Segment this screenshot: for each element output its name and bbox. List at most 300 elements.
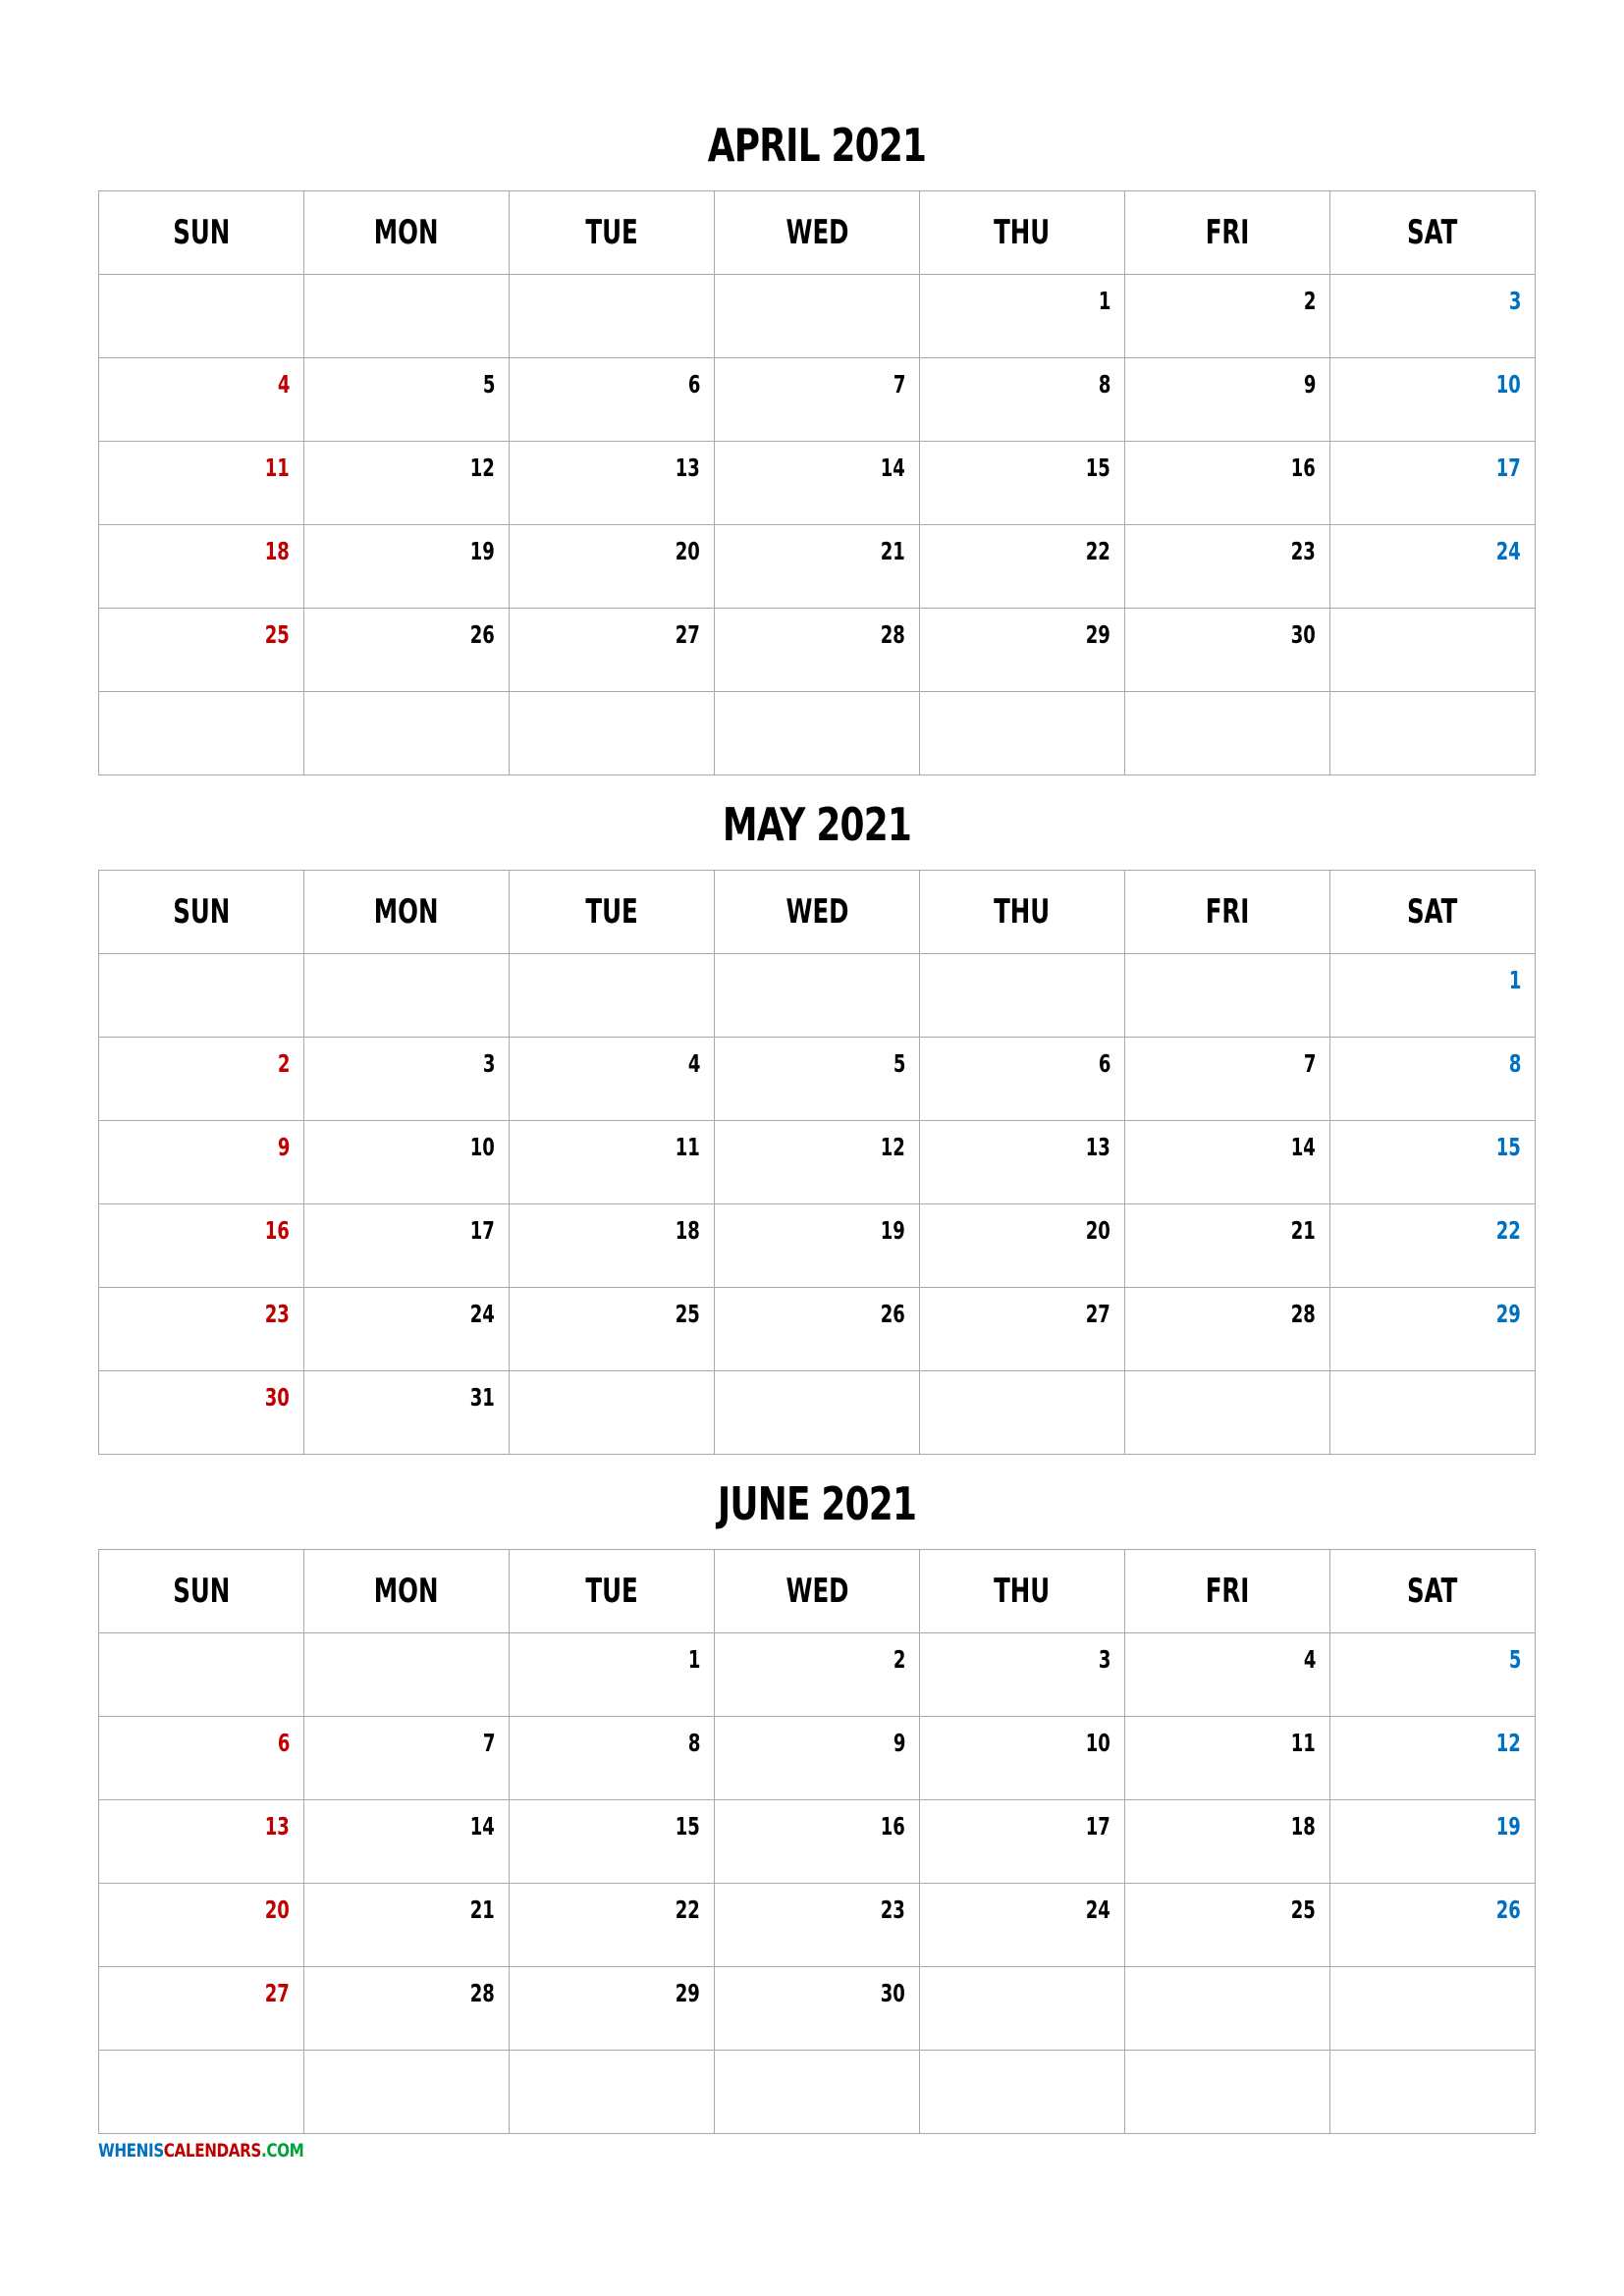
day-cell bbox=[1125, 2051, 1330, 2134]
day-number-text: 4 bbox=[1303, 1645, 1316, 1674]
day-number bbox=[99, 275, 303, 315]
day-number bbox=[715, 1884, 919, 1924]
day-cell[interactable] bbox=[1330, 1038, 1536, 1121]
day-cell bbox=[715, 954, 920, 1038]
day-cell[interactable] bbox=[1125, 1717, 1330, 1800]
day-cell[interactable] bbox=[920, 1121, 1125, 1204]
day-number-text: 28 bbox=[1290, 1300, 1316, 1328]
day-number bbox=[920, 2051, 1124, 2091]
day-cell[interactable] bbox=[99, 1884, 304, 1967]
day-number bbox=[1330, 609, 1535, 649]
day-cell[interactable] bbox=[99, 358, 304, 442]
day-cell[interactable] bbox=[1330, 525, 1536, 609]
day-number bbox=[304, 1288, 509, 1328]
day-cell[interactable] bbox=[715, 1038, 920, 1121]
day-cell[interactable] bbox=[304, 1884, 510, 1967]
day-number bbox=[304, 442, 509, 482]
day-cell[interactable] bbox=[99, 1288, 304, 1371]
weekday-header-mon bbox=[304, 1550, 510, 1633]
weekday-header-tue bbox=[510, 871, 715, 954]
day-number-text: 1 bbox=[687, 1645, 700, 1674]
day-number bbox=[920, 1717, 1124, 1757]
week-row bbox=[99, 954, 1536, 1038]
weekday-label: FRI bbox=[1205, 1572, 1250, 1611]
day-number bbox=[1125, 525, 1329, 565]
weekday-header-tue bbox=[510, 1550, 715, 1633]
day-cell[interactable] bbox=[99, 1204, 304, 1288]
day-cell[interactable] bbox=[1330, 1204, 1536, 1288]
day-cell[interactable] bbox=[304, 358, 510, 442]
day-number bbox=[1330, 1121, 1535, 1161]
weekday-label: SAT bbox=[1407, 1572, 1458, 1611]
day-cell[interactable] bbox=[99, 1800, 304, 1884]
day-cell[interactable] bbox=[1330, 1717, 1536, 1800]
day-cell[interactable] bbox=[510, 1204, 715, 1288]
day-cell[interactable] bbox=[1330, 1884, 1536, 1967]
weekday-label: SUN bbox=[172, 213, 231, 252]
day-number bbox=[99, 692, 303, 732]
day-cell[interactable] bbox=[715, 1633, 920, 1717]
day-cell bbox=[1125, 954, 1330, 1038]
day-number-text: 29 bbox=[1495, 1300, 1521, 1328]
day-number bbox=[1330, 954, 1535, 994]
week-row bbox=[99, 1800, 1536, 1884]
weekday-header-wed bbox=[715, 1550, 920, 1633]
logo-part-com: .COM bbox=[260, 2140, 304, 2162]
day-number bbox=[99, 1800, 303, 1841]
day-number-text: 27 bbox=[675, 620, 700, 649]
weekday-header-sat bbox=[1330, 191, 1536, 275]
day-cell[interactable] bbox=[1125, 525, 1330, 609]
weekday-label: MON bbox=[374, 892, 439, 932]
day-number-text: 9 bbox=[277, 1133, 290, 1161]
day-number-text: 3 bbox=[1098, 1645, 1110, 1674]
day-number bbox=[304, 1717, 509, 1757]
day-cell bbox=[715, 275, 920, 358]
day-number-text: 16 bbox=[880, 1812, 905, 1841]
weekday-header-thu bbox=[920, 871, 1125, 954]
day-cell bbox=[510, 954, 715, 1038]
week-row bbox=[99, 1288, 1536, 1371]
day-number bbox=[99, 358, 303, 399]
day-cell[interactable] bbox=[99, 609, 304, 692]
day-cell[interactable] bbox=[920, 358, 1125, 442]
month-grid bbox=[98, 870, 1536, 1455]
day-cell[interactable] bbox=[510, 1288, 715, 1371]
day-cell[interactable] bbox=[715, 1288, 920, 1371]
day-number bbox=[920, 1967, 1124, 2007]
day-cell[interactable] bbox=[715, 442, 920, 525]
day-number bbox=[715, 525, 919, 565]
day-cell bbox=[510, 692, 715, 775]
day-cell[interactable] bbox=[715, 609, 920, 692]
day-cell[interactable] bbox=[304, 1800, 510, 1884]
day-number-text: 2 bbox=[893, 1645, 905, 1674]
day-number bbox=[1330, 1204, 1535, 1245]
day-cell[interactable] bbox=[510, 1884, 715, 1967]
day-cell[interactable] bbox=[99, 1121, 304, 1204]
day-cell[interactable] bbox=[920, 442, 1125, 525]
day-number bbox=[1125, 275, 1329, 315]
day-number-text: 7 bbox=[893, 370, 905, 399]
day-number-text: 26 bbox=[1495, 1896, 1521, 1924]
weekday-header-row bbox=[99, 191, 1536, 275]
day-cell[interactable] bbox=[715, 1800, 920, 1884]
day-number bbox=[304, 358, 509, 399]
day-cell bbox=[920, 1371, 1125, 1455]
day-cell[interactable] bbox=[304, 1288, 510, 1371]
day-cell[interactable] bbox=[1330, 275, 1536, 358]
weekday-label: THU bbox=[994, 213, 1051, 252]
day-number bbox=[510, 1121, 714, 1161]
day-number-text: 24 bbox=[469, 1300, 495, 1328]
day-number bbox=[99, 954, 303, 994]
day-number bbox=[920, 609, 1124, 649]
day-number-text: 2 bbox=[277, 1049, 290, 1078]
day-number bbox=[99, 525, 303, 565]
day-number bbox=[715, 1633, 919, 1674]
day-cell[interactable] bbox=[1330, 358, 1536, 442]
day-number-text: 17 bbox=[1085, 1812, 1110, 1841]
day-cell bbox=[304, 954, 510, 1038]
day-cell[interactable] bbox=[510, 1038, 715, 1121]
day-number-text: 11 bbox=[1290, 1729, 1316, 1757]
week-row bbox=[99, 2051, 1536, 2134]
day-number-text: 27 bbox=[264, 1979, 290, 2007]
day-cell[interactable] bbox=[920, 525, 1125, 609]
day-number-text: 7 bbox=[482, 1729, 495, 1757]
weekday-label: WED bbox=[785, 892, 849, 932]
day-number bbox=[510, 1884, 714, 1924]
day-number bbox=[920, 954, 1124, 994]
weekday-header-sat bbox=[1330, 871, 1536, 954]
day-number bbox=[1330, 525, 1535, 565]
day-number bbox=[99, 1288, 303, 1328]
day-number-text: 29 bbox=[1085, 620, 1110, 649]
day-number-text: 15 bbox=[675, 1812, 700, 1841]
day-cell[interactable] bbox=[1330, 442, 1536, 525]
day-number-text: 25 bbox=[264, 620, 290, 649]
day-number bbox=[920, 1633, 1124, 1674]
day-number bbox=[715, 275, 919, 315]
weekday-label: TUE bbox=[585, 1572, 638, 1611]
day-cell[interactable] bbox=[510, 358, 715, 442]
day-cell[interactable] bbox=[920, 1717, 1125, 1800]
day-cell[interactable] bbox=[1330, 1121, 1536, 1204]
day-number-text: 27 bbox=[1085, 1300, 1110, 1328]
day-cell[interactable] bbox=[304, 1121, 510, 1204]
day-number bbox=[510, 2051, 714, 2091]
day-cell[interactable] bbox=[99, 1038, 304, 1121]
day-number-text: 26 bbox=[880, 1300, 905, 1328]
day-number-text: 23 bbox=[880, 1896, 905, 1924]
day-number bbox=[920, 1884, 1124, 1924]
week-row bbox=[99, 1717, 1536, 1800]
day-number bbox=[510, 358, 714, 399]
day-number bbox=[99, 1884, 303, 1924]
day-number-text: 19 bbox=[1495, 1812, 1521, 1841]
day-number bbox=[510, 692, 714, 732]
day-number bbox=[920, 1371, 1124, 1412]
day-cell[interactable] bbox=[715, 358, 920, 442]
day-cell[interactable] bbox=[715, 525, 920, 609]
day-cell[interactable] bbox=[920, 1884, 1125, 1967]
day-number-text: 14 bbox=[469, 1812, 495, 1841]
day-cell[interactable] bbox=[1125, 1204, 1330, 1288]
day-number bbox=[1330, 358, 1535, 399]
day-cell[interactable] bbox=[510, 1800, 715, 1884]
day-number bbox=[1125, 954, 1329, 994]
day-cell[interactable] bbox=[304, 525, 510, 609]
day-cell bbox=[920, 692, 1125, 775]
day-number bbox=[510, 442, 714, 482]
day-number bbox=[99, 1717, 303, 1757]
weekday-label: WED bbox=[785, 1572, 849, 1611]
day-number bbox=[304, 1800, 509, 1841]
day-cell[interactable] bbox=[920, 1288, 1125, 1371]
day-number-text: 25 bbox=[1290, 1896, 1316, 1924]
day-cell[interactable] bbox=[510, 609, 715, 692]
day-cell[interactable] bbox=[920, 275, 1125, 358]
day-cell[interactable] bbox=[1125, 1038, 1330, 1121]
day-cell[interactable] bbox=[920, 609, 1125, 692]
day-cell bbox=[715, 1371, 920, 1455]
day-number bbox=[304, 1967, 509, 2007]
day-cell bbox=[715, 692, 920, 775]
day-number bbox=[920, 442, 1124, 482]
day-number bbox=[510, 1288, 714, 1328]
weekday-header-thu bbox=[920, 1550, 1125, 1633]
day-cell bbox=[304, 275, 510, 358]
day-number-text: 19 bbox=[469, 537, 495, 565]
logo-part-whenis: WHENIS bbox=[98, 2140, 164, 2162]
day-number bbox=[304, 275, 509, 315]
day-number-text: 20 bbox=[675, 537, 700, 565]
day-number-text: 9 bbox=[893, 1729, 905, 1757]
day-number bbox=[920, 1204, 1124, 1245]
day-number bbox=[715, 1371, 919, 1412]
day-number bbox=[1125, 1800, 1329, 1841]
day-number bbox=[1125, 1204, 1329, 1245]
day-number bbox=[920, 692, 1124, 732]
day-cell[interactable] bbox=[510, 1633, 715, 1717]
day-cell[interactable] bbox=[99, 442, 304, 525]
day-number-text: 6 bbox=[277, 1729, 290, 1757]
day-cell[interactable] bbox=[99, 1967, 304, 2051]
weekday-header-thu bbox=[920, 191, 1125, 275]
day-cell[interactable] bbox=[1125, 1288, 1330, 1371]
day-number bbox=[715, 954, 919, 994]
day-number bbox=[510, 609, 714, 649]
day-number bbox=[99, 1967, 303, 2007]
day-cell[interactable] bbox=[920, 1038, 1125, 1121]
day-cell[interactable] bbox=[1330, 1633, 1536, 1717]
day-number-text: 13 bbox=[1085, 1133, 1110, 1161]
day-number bbox=[510, 1204, 714, 1245]
day-number-text: 30 bbox=[264, 1383, 290, 1412]
weekday-label: WED bbox=[785, 213, 849, 252]
day-cell[interactable] bbox=[304, 1038, 510, 1121]
day-number-text: 10 bbox=[469, 1133, 495, 1161]
day-number bbox=[1330, 1884, 1535, 1924]
week-row bbox=[99, 1884, 1536, 1967]
weekday-header-fri bbox=[1125, 191, 1330, 275]
day-number bbox=[510, 1800, 714, 1841]
day-cell[interactable] bbox=[1125, 1121, 1330, 1204]
day-number-text: 23 bbox=[1290, 537, 1316, 565]
day-number-text: 1 bbox=[1508, 966, 1521, 994]
day-number bbox=[715, 1800, 919, 1841]
day-cell bbox=[99, 2051, 304, 2134]
day-cell[interactable] bbox=[1125, 1884, 1330, 1967]
day-number-text: 11 bbox=[264, 454, 290, 482]
day-number bbox=[1330, 442, 1535, 482]
month-title: APRIL 2021 bbox=[707, 119, 927, 172]
day-number-text: 4 bbox=[277, 370, 290, 399]
day-number-text: 5 bbox=[482, 370, 495, 399]
weekday-label: SAT bbox=[1407, 892, 1458, 932]
logo-part-calendars: CALENDARS bbox=[163, 2140, 261, 2162]
day-number bbox=[510, 1371, 714, 1412]
day-cell[interactable] bbox=[1125, 609, 1330, 692]
week-row bbox=[99, 1633, 1536, 1717]
day-cell[interactable] bbox=[304, 1967, 510, 2051]
day-number bbox=[920, 1800, 1124, 1841]
day-number bbox=[99, 609, 303, 649]
day-cell[interactable] bbox=[715, 1967, 920, 2051]
day-number bbox=[304, 609, 509, 649]
day-number-text: 17 bbox=[1495, 454, 1521, 482]
day-number-text: 5 bbox=[1508, 1645, 1521, 1674]
day-cell[interactable] bbox=[715, 1717, 920, 1800]
day-number-text: 1 bbox=[1098, 287, 1110, 315]
day-cell[interactable] bbox=[304, 609, 510, 692]
day-cell[interactable] bbox=[1125, 1800, 1330, 1884]
day-cell bbox=[304, 692, 510, 775]
day-cell bbox=[99, 954, 304, 1038]
day-cell[interactable] bbox=[99, 1717, 304, 1800]
weekday-header-fri bbox=[1125, 871, 1330, 954]
day-cell[interactable] bbox=[510, 442, 715, 525]
day-number-text: 18 bbox=[1290, 1812, 1316, 1841]
day-number bbox=[1125, 442, 1329, 482]
day-number bbox=[1330, 2051, 1535, 2091]
day-number bbox=[715, 442, 919, 482]
day-number-text: 16 bbox=[264, 1216, 290, 1245]
day-number bbox=[715, 609, 919, 649]
day-cell bbox=[1330, 692, 1536, 775]
day-number bbox=[99, 1633, 303, 1674]
day-number-text: 3 bbox=[1508, 287, 1521, 315]
day-number-text: 12 bbox=[1495, 1729, 1521, 1757]
day-number-text: 19 bbox=[880, 1216, 905, 1245]
day-cell[interactable] bbox=[304, 1371, 510, 1455]
site-logo[interactable] bbox=[98, 2140, 303, 2162]
day-number bbox=[1125, 1121, 1329, 1161]
day-number bbox=[510, 275, 714, 315]
weekday-label: SUN bbox=[172, 1572, 231, 1611]
day-cell[interactable] bbox=[920, 1633, 1125, 1717]
day-cell[interactable] bbox=[510, 1121, 715, 1204]
day-cell bbox=[1330, 1371, 1536, 1455]
day-number-text: 21 bbox=[880, 537, 905, 565]
day-number bbox=[715, 1717, 919, 1757]
day-cell[interactable] bbox=[510, 525, 715, 609]
day-cell[interactable] bbox=[510, 1717, 715, 1800]
day-number-text: 22 bbox=[1495, 1216, 1521, 1245]
day-number bbox=[1330, 1038, 1535, 1078]
day-cell bbox=[99, 1633, 304, 1717]
day-number-text: 13 bbox=[264, 1812, 290, 1841]
day-number bbox=[1330, 275, 1535, 315]
day-number-text: 20 bbox=[1085, 1216, 1110, 1245]
day-number-text: 16 bbox=[1290, 454, 1316, 482]
day-cell[interactable] bbox=[510, 1967, 715, 2051]
day-number bbox=[510, 954, 714, 994]
day-number-text: 15 bbox=[1495, 1133, 1521, 1161]
day-number-text: 8 bbox=[1508, 1049, 1521, 1078]
day-cell[interactable] bbox=[304, 1204, 510, 1288]
day-number bbox=[304, 1121, 509, 1161]
day-number bbox=[99, 1121, 303, 1161]
day-number-text: 5 bbox=[893, 1049, 905, 1078]
day-number bbox=[510, 1717, 714, 1757]
weekday-header-sun bbox=[99, 871, 304, 954]
week-row bbox=[99, 609, 1536, 692]
day-number bbox=[99, 442, 303, 482]
day-number bbox=[715, 692, 919, 732]
day-number bbox=[920, 1038, 1124, 1078]
day-cell[interactable] bbox=[1125, 275, 1330, 358]
day-number bbox=[304, 692, 509, 732]
day-cell[interactable] bbox=[920, 1204, 1125, 1288]
day-cell[interactable] bbox=[1125, 442, 1330, 525]
day-cell[interactable] bbox=[1330, 954, 1536, 1038]
week-row bbox=[99, 358, 1536, 442]
day-cell[interactable] bbox=[920, 1800, 1125, 1884]
day-cell[interactable] bbox=[715, 1121, 920, 1204]
day-number bbox=[1330, 1633, 1535, 1674]
day-number bbox=[1125, 1717, 1329, 1757]
day-cell[interactable] bbox=[99, 525, 304, 609]
day-number bbox=[304, 1204, 509, 1245]
day-cell[interactable] bbox=[304, 1717, 510, 1800]
day-cell[interactable] bbox=[1330, 1800, 1536, 1884]
day-cell bbox=[304, 1633, 510, 1717]
weekday-label: FRI bbox=[1205, 213, 1250, 252]
day-cell[interactable] bbox=[99, 1371, 304, 1455]
day-cell[interactable] bbox=[1125, 1633, 1330, 1717]
day-number bbox=[1125, 1288, 1329, 1328]
day-cell[interactable] bbox=[715, 1884, 920, 1967]
day-cell bbox=[1125, 692, 1330, 775]
day-cell bbox=[920, 2051, 1125, 2134]
day-number-text: 8 bbox=[1098, 370, 1110, 399]
day-number bbox=[715, 1204, 919, 1245]
day-cell[interactable] bbox=[715, 1204, 920, 1288]
day-cell bbox=[1330, 2051, 1536, 2134]
day-cell[interactable] bbox=[1125, 358, 1330, 442]
day-number-text: 13 bbox=[675, 454, 700, 482]
weekday-header-row bbox=[99, 871, 1536, 954]
day-number bbox=[1330, 692, 1535, 732]
weekday-label: SAT bbox=[1407, 213, 1458, 252]
day-number bbox=[1330, 1967, 1535, 2007]
day-cell[interactable] bbox=[304, 442, 510, 525]
day-cell[interactable] bbox=[1330, 1288, 1536, 1371]
day-cell bbox=[510, 1371, 715, 1455]
day-number-text: 12 bbox=[880, 1133, 905, 1161]
